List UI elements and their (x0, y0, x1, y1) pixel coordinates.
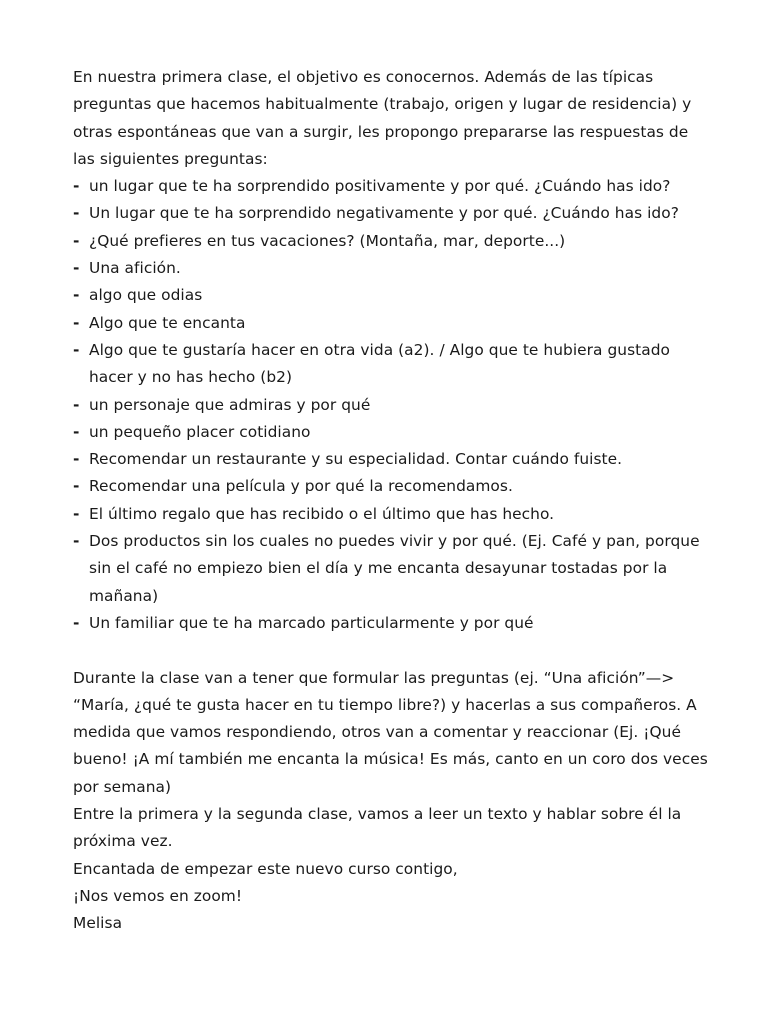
bullet-dash: - (73, 340, 80, 359)
bullet-dash: - (73, 259, 80, 278)
closing-paragraph: Durante la clase van a tener que formular las preguntas (ej. “Una afición”—> “María, ¿qué te gusta hacer en tu tiempo libre?) y hacerlas a sus compañeros. A medida que vamos respondiendo, otros van a comentar y reaccionar (Ej. ¡Qué bueno! ¡A mí también me encanta la música! Es más, canto en un coro dos veces por semana) (73, 668, 708, 796)
question-text: Recomendar un restaurante y su especialidad. Contar cuándo fuiste. (89, 450, 623, 469)
paragraph-spacer (73, 637, 713, 664)
question-text: un lugar que te ha sorprendido positivamente y por qué. ¿Cuándo has ido? (89, 177, 671, 196)
question-text: un personaje que admiras y por qué (89, 395, 371, 414)
document-page (73, 64, 713, 938)
list-item (73, 528, 713, 610)
list-item (73, 200, 713, 227)
list-item (73, 419, 713, 446)
question-text: Una afición. (89, 259, 181, 278)
question-list (73, 173, 713, 637)
question-text: Algo que te encanta (89, 313, 246, 332)
signature: Melisa (73, 914, 123, 933)
list-item (73, 282, 713, 309)
question-text: Recomendar una película y por qué la recomendamos. (89, 477, 513, 496)
bullet-dash: - (73, 450, 80, 469)
list-item (73, 255, 713, 282)
bullet-dash: - (73, 286, 80, 305)
list-item (73, 173, 713, 200)
list-item (73, 392, 713, 419)
list-item (73, 446, 713, 473)
list-item (73, 610, 713, 637)
list-item (73, 228, 713, 255)
reading-paragraph: Entre la primera y la segunda clase, vamos a leer un texto y hablar sobre él la próxima vez. (73, 805, 682, 851)
bullet-dash: - (73, 395, 80, 414)
bullet-dash: - (73, 504, 80, 523)
list-item (73, 473, 713, 500)
bullet-dash: - (73, 177, 80, 196)
bullet-dash: - (73, 204, 80, 223)
question-text: El último regalo que has recibido o el último que has hecho. (89, 504, 555, 523)
farewell-line: ¡Nos vemos en zoom! (73, 886, 243, 905)
question-text: Un familiar que te ha marcado particularmente y por qué (89, 613, 534, 632)
list-item (73, 501, 713, 528)
bullet-dash: - (73, 422, 80, 441)
list-item (73, 310, 713, 337)
bullet-dash: - (73, 532, 80, 551)
bullet-dash: - (73, 613, 80, 632)
question-text: un pequeño placer cotidiano (89, 422, 311, 441)
bullet-dash: - (73, 313, 80, 332)
closing-line: Encantada de empezar este nuevo curso contigo, (73, 859, 458, 878)
intro-paragraph: En nuestra primera clase, el objetivo es conocernos. Además de las típicas preguntas que hacemos habitualmente (trabajo, origen y lugar de residencia) y otras espontáneas que van a surgir, les propongo prepararse las respuestas de las siguientes preguntas: (73, 68, 692, 168)
question-text: Un lugar que te ha sorprendido negativamente y por qué. ¿Cuándo has ido? (89, 204, 679, 223)
question-text: Dos productos sin los cuales no puedes vivir y por qué. (Ej. Café y pan, porque sin el café no empiezo bien el día y me encanta desayunar tostadas por la mañana) (89, 532, 700, 605)
question-text: Algo que te gustaría hacer en otra vida (a2). / Algo que te hubiera gustado hacer y no has hecho (b2) (89, 340, 671, 387)
question-text: ¿Qué prefieres en tus vacaciones? (Montaña, mar, deporte...) (89, 231, 566, 250)
question-text: algo que odias (89, 286, 203, 305)
bullet-dash: - (73, 477, 80, 496)
list-item (73, 337, 713, 392)
bullet-dash: - (73, 231, 80, 250)
